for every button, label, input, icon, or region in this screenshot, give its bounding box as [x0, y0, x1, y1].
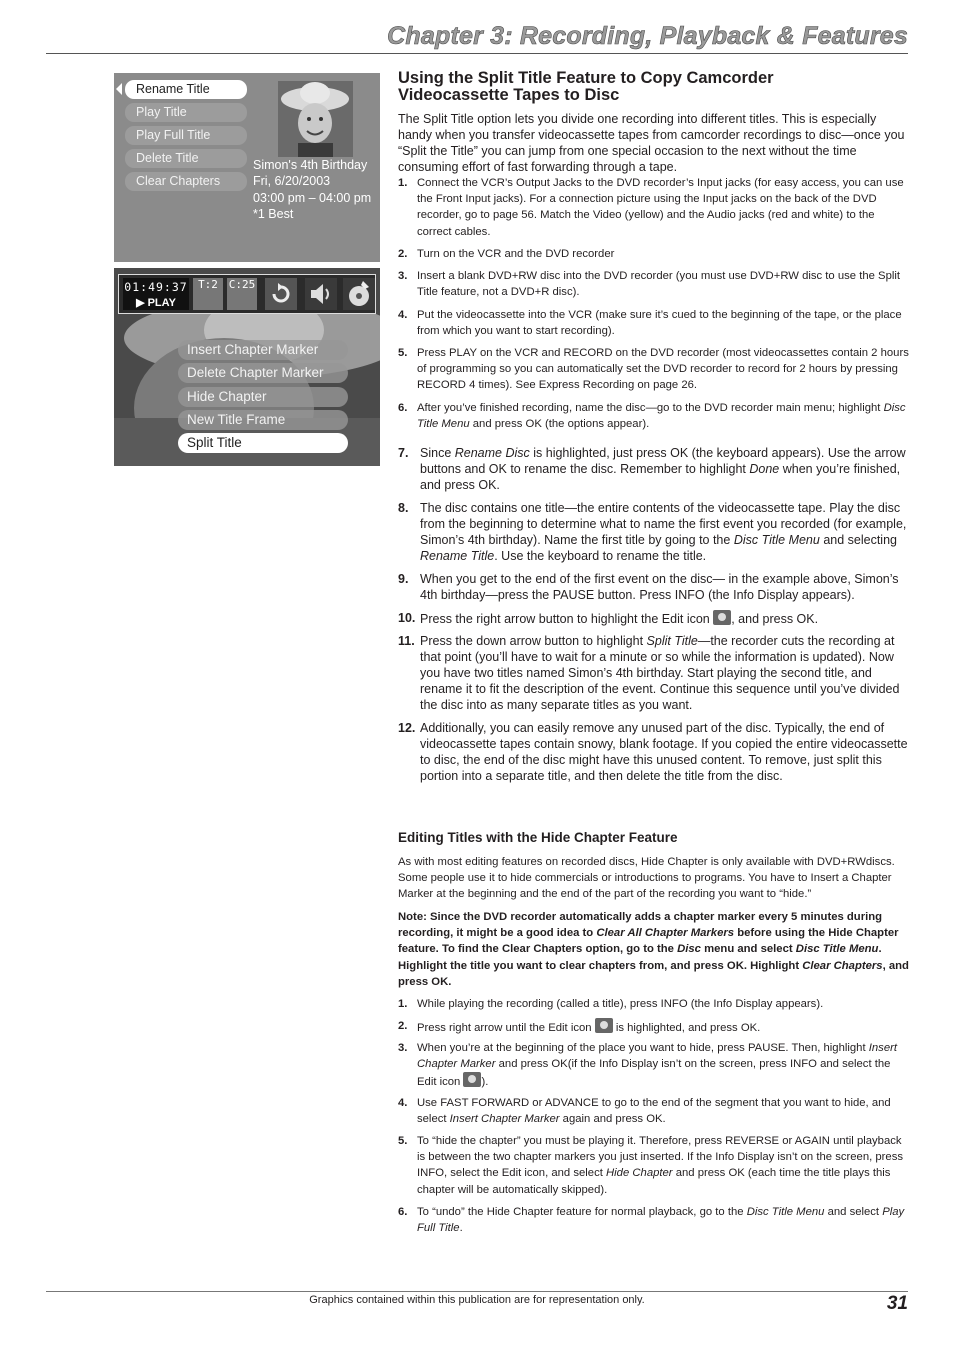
step-text: Connect the VCR’s Output Jacks to the DVD recorder’s Input jacks (for easy access, you can use the Front Input jacks). For a connection picture using the Input jacks on the back of the DVD recorder, go to page 56. Match the Video (yellow) and the Audio jacks (red and white) to the correct cables. — [417, 177, 904, 238]
step-number: 4. — [398, 1097, 408, 1109]
list-item — [398, 345, 910, 394]
left-arrow-icon — [116, 83, 122, 95]
text-run: Press the down arrow button to highlight — [420, 634, 647, 648]
text-run-italic: Rename Disc — [454, 446, 530, 460]
section-heading-hide-chapter: Editing Titles with the Hide Chapter Feature — [398, 830, 678, 845]
step-number: 3. — [398, 1042, 408, 1054]
step-text: Additionally, you can easily remove any unused part of the disc. Typically, the end of videocassette tapes contain snowy, blank footage. If you copied the entire videocassette to disc, the end of the disc might have this unused content. To remove, just split this portion into a separate title, and then delete the title from the disc. — [420, 721, 908, 783]
step-text: Turn on the VCR and the DVD recorder — [417, 248, 615, 260]
split-title-intro: The Split Title option lets you divide one recording into different titles. This is especially handy when you transfer videocassette tapes from camcorder recordings to disc—once you “Split the Title” you can jump from one special occasion to the next without the time consuming effort of fast forwarding through a tape. — [398, 112, 905, 174]
text-run: To “hide the chapter” you must be playing it. Therefore, press REVERSE or AGAIN until playback is between the two chapter markers you just inserted. If the Info Display isn’t on the screen, press INFO, select the Edit icon, and select — [417, 1135, 904, 1180]
list-item — [398, 996, 910, 1012]
title-thumbnail — [278, 81, 353, 157]
text-run: , and press OK. — [398, 959, 909, 988]
title-date: Fri, 6/20/2003 — [253, 174, 331, 188]
text-run-italic: Disc Title Menu — [795, 943, 879, 956]
title-chip — [193, 278, 223, 310]
step-number: 10. — [398, 611, 416, 625]
hide-chapter-intro — [398, 854, 910, 903]
chapter-chip-label: C:25 — [228, 278, 256, 291]
step-text — [417, 1095, 910, 1127]
timecode-display — [123, 278, 189, 310]
edit-icon — [713, 610, 731, 625]
text-run: Press right arrow until the Edit icon — [417, 1022, 595, 1034]
step-number: 2. — [398, 248, 408, 260]
page-number: 31 — [886, 1293, 908, 1314]
text-run-italic: Disc Title Menu — [746, 1206, 825, 1218]
text-run: . Use the keyboard to rename the title. — [494, 549, 707, 563]
step-number: 12. — [398, 721, 416, 735]
text-run-italic: Clear Chapters — [802, 959, 883, 972]
list-item — [398, 633, 910, 713]
text-run: and press OK (the options appear). — [469, 418, 650, 431]
text-run-italic: Disc — [677, 943, 701, 956]
list-item — [398, 1018, 910, 1036]
text-run: Since — [420, 446, 455, 460]
footer-note: Graphics contained within this publication are for representation only. — [309, 1294, 645, 1306]
chapter-chip — [227, 278, 257, 310]
list-item — [398, 1133, 910, 1198]
step-text — [420, 610, 910, 627]
section-heading-split-title — [398, 70, 918, 104]
text-run-italic: Insert Chapter Marker — [417, 1042, 898, 1071]
step-text: Put the videocassette into the VCR (make sure it’s cued to the beginning of the tape, or the place from which you want to start recording). — [417, 309, 902, 338]
text-run: again and press OK. — [559, 1113, 666, 1126]
menu-item-play-title: Play Title — [125, 103, 247, 122]
text-run-italic: Clear All Chapter Markers — [596, 927, 735, 940]
text-run: After you’ve finished recording, name the disc—go to the DVD recorder main menu; highlight — [417, 402, 884, 414]
step-text — [420, 500, 910, 564]
text-run: . — [459, 1222, 463, 1235]
step-number: 1. — [398, 177, 408, 189]
text-run-italic: Split Title — [646, 634, 698, 648]
step-text — [420, 445, 910, 493]
info-display-bar — [118, 274, 376, 314]
text-run: The disc contains one title—the entire contents of the videocassette tape. Play the disc from the beginning to determine what to name the first event you recorded (for example, Simon’s 4th birthday). Name the first title by going to the — [420, 501, 907, 547]
step-text: Insert a blank DVD+RW disc into the DVD recorder (you must use DVD+RW disc to use the Split Title feature, not a DVD+R disc). — [417, 270, 901, 299]
step-text — [420, 633, 910, 713]
text-run: , and press OK. — [731, 612, 819, 626]
list-item — [398, 307, 910, 339]
repeat-icon — [265, 278, 297, 310]
text-run-italic: Disc Title Menu — [733, 533, 820, 547]
step-number: 6. — [398, 1206, 408, 1218]
text-run-italic: Insert Chapter Marker — [449, 1113, 560, 1126]
note-paragraph — [398, 909, 910, 990]
text-run: To “undo” the Hide Chapter feature for normal playback, go to the — [417, 1206, 747, 1218]
list-item — [398, 246, 910, 262]
menu-item-delete-chapter-marker: Delete Chapter Marker — [178, 363, 348, 383]
text-run: . Highlight the title you want to clear chapters from, and press OK. Highlight — [398, 943, 882, 972]
list-item — [398, 268, 910, 300]
step-text: When you get to the end of the first event on the disc— in the example above, Simon’s 4th birthday—press the PAUSE button. Press INFO (the Info Display appears). — [420, 572, 899, 602]
list-item — [398, 1095, 910, 1127]
text-run: and select — [824, 1206, 883, 1218]
text-run: —the recorder cuts the recording at that point (you’ll have to wait for a minute or so while the information is updated). Now you have two titles named Simon’s 4th birthday. Start playing the second title, and rename it to fit the description of the event. Continue this sequence until you’ve divided the disc into as many separate titles as you want. — [420, 634, 900, 712]
step-number: 11. — [398, 634, 415, 648]
list-item — [398, 400, 910, 432]
menu-item-hide-chapter: Hide Chapter — [178, 387, 348, 407]
play-status: ▶ PLAY — [136, 297, 176, 309]
text-run-italic: Done — [749, 462, 780, 476]
title-chip-label: T:2 — [198, 278, 218, 291]
list-item — [398, 445, 910, 493]
list-item — [398, 500, 910, 564]
edit-icon — [463, 1072, 481, 1087]
list-item — [398, 1204, 910, 1236]
text-run: Note: Since the DVD recorder automatically adds a chapter marker every 5 minutes during recording, it might be a good idea to — [398, 911, 883, 940]
edit-menu-screenshot — [114, 268, 380, 466]
title-time: 03:00 pm – 04:00 pm — [253, 191, 372, 205]
menu-item-split-title: Split Title — [178, 433, 348, 453]
text-run: Use FAST FORWARD or ADVANCE to go to the end of the segment that you want to hide, and select — [417, 1097, 891, 1126]
text-run: When you’re at the beginning of the place you want to hide, press PAUSE. Then, highlight — [417, 1042, 869, 1054]
audio-icon — [305, 278, 337, 310]
header-rule — [46, 53, 908, 54]
text-run: and selecting — [819, 533, 897, 547]
step-number: 9. — [398, 572, 409, 586]
step-text: While playing the recording (called a title), press INFO (the Info Display appears). — [417, 998, 824, 1010]
step-number: 4. — [398, 309, 408, 321]
list-item — [398, 1040, 910, 1091]
chapter-title: Chapter 3: Recording, Playback & Features — [387, 22, 908, 50]
step-number: 8. — [398, 501, 409, 515]
text-run-italic: Disc Title Menu — [417, 402, 906, 431]
step-text — [417, 1133, 910, 1198]
step-number: 5. — [398, 347, 408, 359]
step-text — [417, 400, 910, 432]
step-number: 1. — [398, 998, 408, 1010]
step-number: 5. — [398, 1135, 408, 1147]
text-run: when you’re finished, and press OK. — [420, 462, 901, 492]
text-run: is highlighted, just press OK (the keyboard appears). Use the arrow buttons and OK to rename the disc. Remember to highlight — [420, 446, 906, 476]
heading-line-2: Videocassette Tapes to Disc — [398, 86, 620, 104]
text-run: and press OK(if the Info Display isn’t on the screen, press INFO and select the Edit icon — [417, 1058, 891, 1089]
text-run: before using the Hide Chapter feature. To find the Clear Chapters option, go to the — [398, 927, 899, 956]
title-quality: *1 Best — [253, 207, 294, 221]
menu-item-play-full-title: Play Full Title — [125, 126, 247, 145]
step-text — [417, 1204, 910, 1236]
text-run: and press OK (each time the title plays this chapter will be automatically skipped). — [417, 1167, 891, 1196]
text-run: is highlighted, and press OK. — [612, 1022, 761, 1034]
text-run: Press the right arrow button to highlight the Edit icon — [420, 612, 714, 626]
text-run-italic: Rename Title — [420, 549, 495, 563]
title-name: Simon's 4th Birthday — [253, 158, 368, 172]
intro-text: As with most editing features on recorded discs, Hide Chapter is only available with DVD+RWdiscs. Some people use it to hide commercials or introductions to programs. You have to Insert a Chapter Marker at the beginning and the end of the part of the recording you want to “hide.” — [398, 856, 895, 901]
list-item — [398, 175, 910, 240]
step-text: Press PLAY on the VCR and RECORD on the DVD recorder (most videocassettes contain 2 hours of programming so you can automatically set the DVD recorder to record for 2 hours by pressing RECORD 4 times). See Express Recording on page 26. — [417, 347, 909, 392]
menu-item-delete-title: Delete Title — [125, 149, 247, 168]
step-text — [417, 1018, 910, 1036]
menu-item-insert-chapter-marker: Insert Chapter Marker — [178, 340, 348, 360]
menu-item-new-title-frame: New Title Frame — [178, 410, 348, 430]
list-item — [398, 610, 910, 627]
list-item — [398, 571, 910, 603]
timecode: 01:49:37 — [124, 280, 188, 294]
step-number: 6. — [398, 402, 408, 414]
step-text — [417, 1040, 910, 1091]
list-item — [398, 720, 910, 784]
edit-icon — [595, 1018, 613, 1033]
text-run: menu and select — [700, 943, 796, 956]
footer-rule — [46, 1291, 908, 1292]
text-run-italic: Hide Chapter — [606, 1167, 673, 1180]
step-number: 3. — [398, 270, 408, 282]
menu-item-clear-chapters: Clear Chapters — [125, 172, 247, 191]
child-photo-icon — [278, 81, 353, 157]
heading-line-1: Using the Split Title Feature to Copy Camcorder — [398, 69, 774, 87]
step-number: 2. — [398, 1020, 408, 1032]
text-run: ). — [481, 1076, 489, 1089]
edit-icon — [343, 278, 375, 310]
step-number: 7. — [398, 446, 409, 460]
disc-title-menu-screenshot — [114, 73, 380, 262]
menu-item-rename-title: Rename Title — [125, 80, 247, 99]
text-run-italic: Play Full Title — [417, 1206, 905, 1235]
